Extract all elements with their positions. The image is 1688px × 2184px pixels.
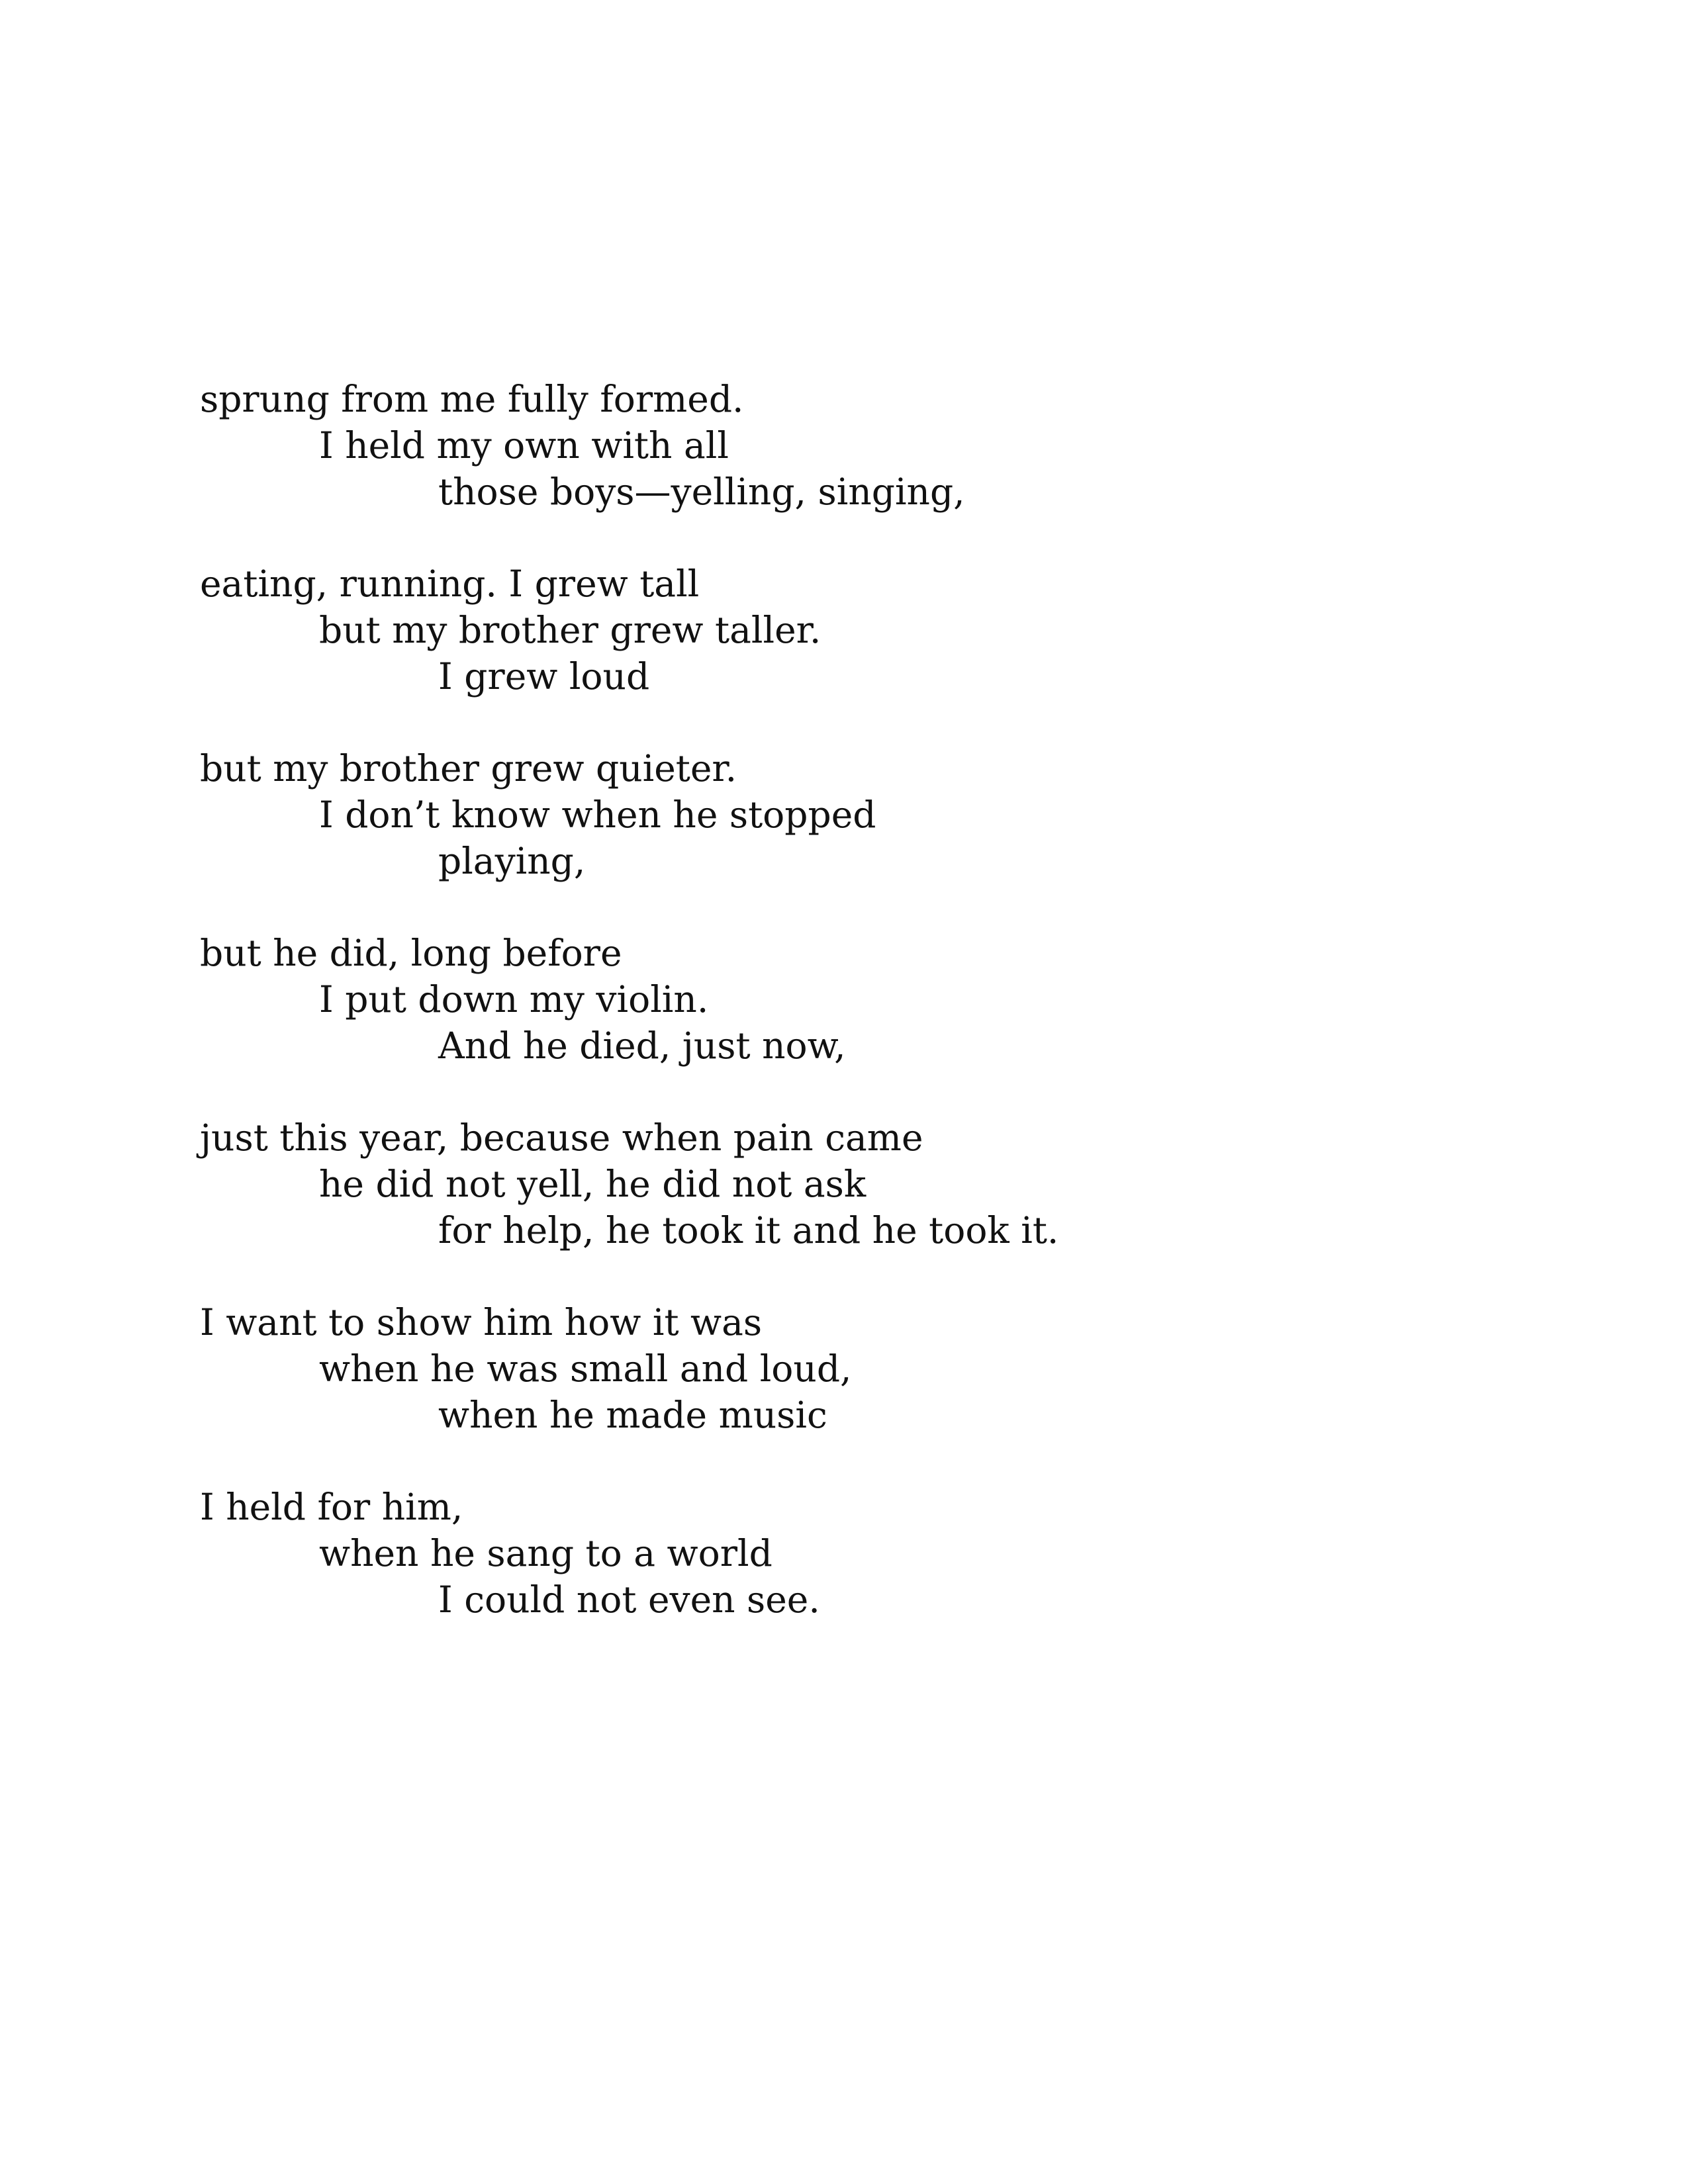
poem-line: but my brother grew taller. <box>319 609 821 651</box>
stanza <box>200 376 1524 515</box>
stanza <box>200 930 1524 1069</box>
poem-line: when he was small and loud, <box>319 1347 852 1390</box>
stanza <box>200 745 1524 884</box>
poem-line: but he did, long before <box>200 932 622 974</box>
poem-line: I don’t know when he stopped <box>319 794 876 836</box>
poem-line: I held for him, <box>200 1486 463 1528</box>
poem-line: sprung from me fully formed. <box>200 378 744 420</box>
poem-line: just this year, because when pain came <box>200 1116 923 1159</box>
poem-line: I could not even see. <box>438 1578 820 1621</box>
poem-line: I held my own with all <box>319 424 729 467</box>
poem-line: those boys—yelling, singing, <box>438 471 965 513</box>
poem-line: I want to show him how it was <box>200 1301 763 1343</box>
poem-line: I grew loud <box>438 655 650 698</box>
poem-line: And he died, just now, <box>438 1024 846 1067</box>
poem-line: eating, running. I grew tall <box>200 563 700 605</box>
poem-line: playing, <box>438 840 586 882</box>
stanza <box>200 1115 1524 1253</box>
stanza <box>200 1299 1524 1438</box>
stanza <box>200 561 1524 700</box>
poem-body <box>200 376 1524 1668</box>
poem-line: when he sang to a world <box>319 1532 773 1574</box>
stanza <box>200 1484 1524 1623</box>
poem-line: for help, he took it and he took it. <box>438 1209 1059 1251</box>
poem-line: I put down my violin. <box>319 978 709 1021</box>
poem-line: he did not yell, he did not ask <box>319 1163 867 1205</box>
poem-line: when he made music <box>438 1394 827 1436</box>
poem-line: but my brother grew quieter. <box>200 747 737 790</box>
